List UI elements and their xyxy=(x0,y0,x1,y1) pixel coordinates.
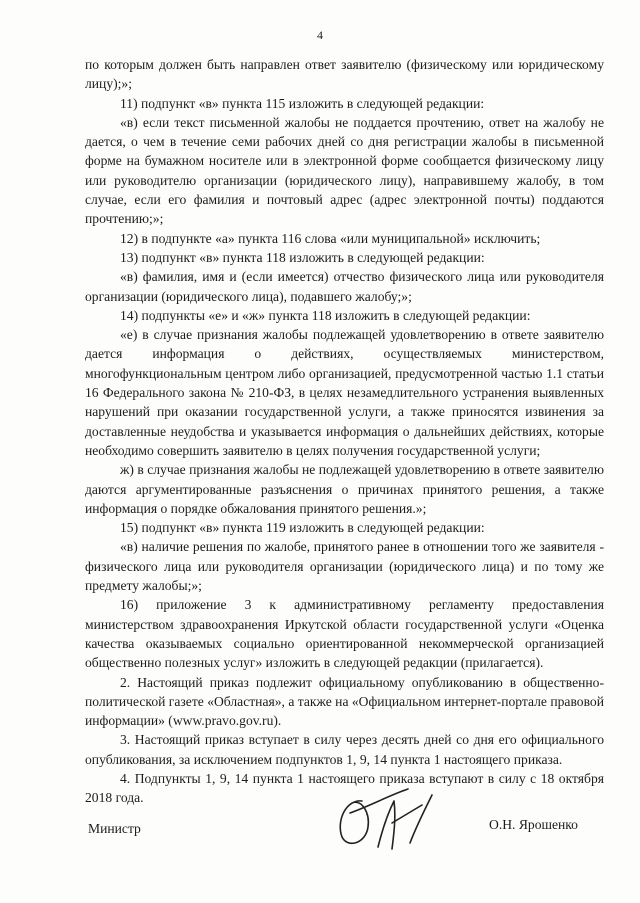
paragraph-item-14-zh: ж) в случае признания жалобы не подлежащей удовлетворению в ответе заявителю даются аргументированные разъяснения о причинах принятого решения, а также информация о порядке обжалования принятого решения.»; xyxy=(85,462,604,516)
paragraph-clause-3: 3. Настоящий приказ вступает в силу через десять дней со дня его официального опубликования, за исключением подпунктов 1, 9, 14 пункта 1 настоящего приказа. xyxy=(85,732,604,767)
signatory-name: О.Н. Ярошенко xyxy=(489,817,578,832)
handwritten-signature xyxy=(332,783,440,853)
document-body xyxy=(85,55,604,808)
paragraph-item-11: 11) подпункт «в» пункта 115 изложить в следующей редакции: xyxy=(120,95,485,111)
paragraph-clause-2: 2. Настоящий приказ подлежит официальному опубликованию в общественно-политической газете «Областная», а также на «Официальном интернет-портале правовой информации» (www.pravo.gov.ru). xyxy=(85,674,604,729)
paragraph-item-16: 16) приложение 3 к административному регламенту предоставления министерством здравоохранения Иркутской области государственной услуги «Оценка качества оказываемых социально ориентированной некоммерческой организацией общественно полезных услуг» изложить в следующей редакции (прилагается). xyxy=(85,597,604,671)
paragraph-item-14: 14) подпункты «е» и «ж» пункта 118 изложить в следующей редакции: xyxy=(120,307,531,323)
paragraph-item-11-text: «в) если текст письменной жалобы не поддается прочтению, ответ на жалобу не дается, о чем в течение семи рабочих дней со дня регистрации жалобы в письменной форме на бумажном носителе или в электронной форме сообщается физическому лицу или руководителю организации (юридического лицу), направившему жалобу, в том случае, если его фамилия и почтовый адрес (адрес электронной почты) поддаются прочтению;»; xyxy=(85,114,604,227)
signatory-title: Министр xyxy=(88,821,141,836)
page-number: 4 xyxy=(317,28,323,42)
paragraph-item-14-e: «е) в случае признания жалобы подлежащей удовлетворению в ответе заявителю дается информация о действиях, осуществляемых министерством, многофункциональным центром либо организацией, предусмотренной частью 1.1 статьи 16 Федерального закона № 210-ФЗ, в целях незамедлительного устранения выявленных нарушений при оказании государственной услуги, а также приносятся извинения за доставленные неудобства и указывается информация о дальнейших действиях, которые необходимо совершить заявителю в целях получения государственной услуги; xyxy=(85,327,604,458)
paragraph-item-13: 13) подпункт «в» пункта 118 изложить в следующей редакции: xyxy=(120,249,485,265)
paragraph-item-15: 15) подпункт «в» пункта 119 изложить в следующей редакции: xyxy=(120,520,485,536)
paragraph-clause-4: 4. Подпункты 1, 9, 14 пункта 1 настоящего приказа вступают в силу с 18 октября 2018 года. xyxy=(85,770,604,806)
paragraph-item-12: 12) в подпункте «а» пункта 116 слова «или муниципальной» исключить; xyxy=(120,230,541,246)
paragraph-continuation: по которым должен быть направлен ответ заявителю (физическому или юридическому лицу);»; xyxy=(85,57,604,92)
paragraph-item-13-text: «в) фамилия, имя и (если имеется) отчество физического лица или руководителя организации (юридического лица), подавшего жалобу;»; xyxy=(85,269,604,304)
paragraph-item-15-text: «в) наличие решения по жалобе, принятого ранее в отношении того же заявителя - физического лица или руководителя организации (юридического лица) и по тому же предмету жалобы;»; xyxy=(85,539,604,594)
